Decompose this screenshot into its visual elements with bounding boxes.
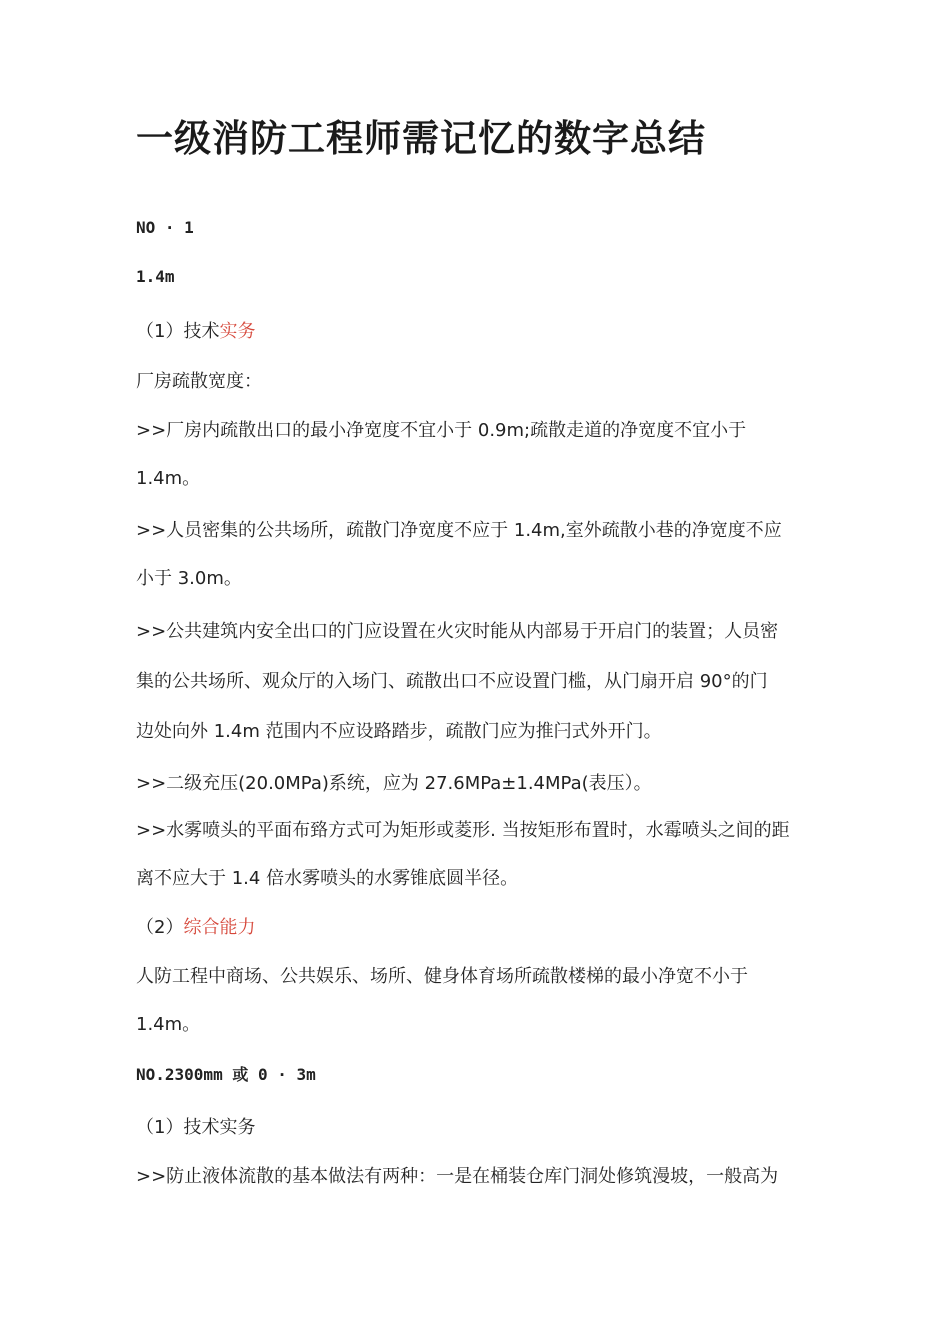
paragraph-7-line-1: >>防止液体流散的基本做法有两种：一是在桶装仓库门洞处修筑漫坡，一般高为 <box>136 1166 779 1187</box>
paragraph-2-line-2: 小于 3.0m。 <box>136 568 242 589</box>
paragraph-2-line-1: >>人员密集的公共场所，疏散门净宽度不应于 1.4m,室外疏散小巷的净宽度不应 <box>136 520 782 541</box>
paragraph-3-line-1: >>公共建筑内安全出口的门应设置在火灾时能从内部易于开启门的装置；人员密 <box>136 621 779 642</box>
heading-no1: NO · 1 <box>136 218 194 237</box>
paragraph-5-line-2: 离不应大于 1.4 倍水雾喷头的水雾锥底圆半径。 <box>136 868 519 889</box>
heading-no2: NO.2300mm 或 0 · 3m <box>136 1065 316 1084</box>
document-title: 一级消防工程师需记忆的数字总结 <box>136 117 706 160</box>
paragraph-3-line-3: 边处向外 1.4m 范围内不应设路踏步，疏散门应为推闩式外开门。 <box>136 721 662 742</box>
paragraph-6-line-2: 1.4m。 <box>136 1014 201 1035</box>
section-1-heading <box>136 320 255 344</box>
factory-label: 厂房疏散宽度： <box>136 371 262 392</box>
section-3-heading: （1）技术实务 <box>136 1117 256 1138</box>
paragraph-6-line-1: 人防工程中商场、公共娱乐、场所、健身体育场所疏散楼梯的最小净宽不小于 <box>136 966 748 987</box>
section-1-prefix: （1）技术 <box>136 321 220 342</box>
paragraph-4-line-1: >>二级充压(20.0MPa)系统，应为 27.6MPa±1.4MPa(表压）。 <box>136 773 652 794</box>
paragraph-1-line-2: 1.4m。 <box>136 468 201 489</box>
paragraph-3-line-2: 集的公共场所、观众厅的入场门、疏散出口不应设置门槛，从门扇开启 90°的门 <box>136 671 768 692</box>
section-1-accent: 实务 <box>219 321 256 342</box>
section-2-heading <box>136 916 255 940</box>
paragraph-5-line-1: >>水雾喷头的平面布臵方式可为矩形或菱形. 当按矩形布置时，水霉喷头之间的距 <box>136 820 790 841</box>
section-2-accent: 综合能力 <box>183 917 256 938</box>
section-2-prefix: （2） <box>136 917 184 938</box>
paragraph-1-line-1: >>厂房内疏散出口的最小净宽度不宜小于 0.9m;疏散走道的净宽度不宜小于 <box>136 420 747 441</box>
heading-1-4m: 1.4m <box>136 267 175 286</box>
